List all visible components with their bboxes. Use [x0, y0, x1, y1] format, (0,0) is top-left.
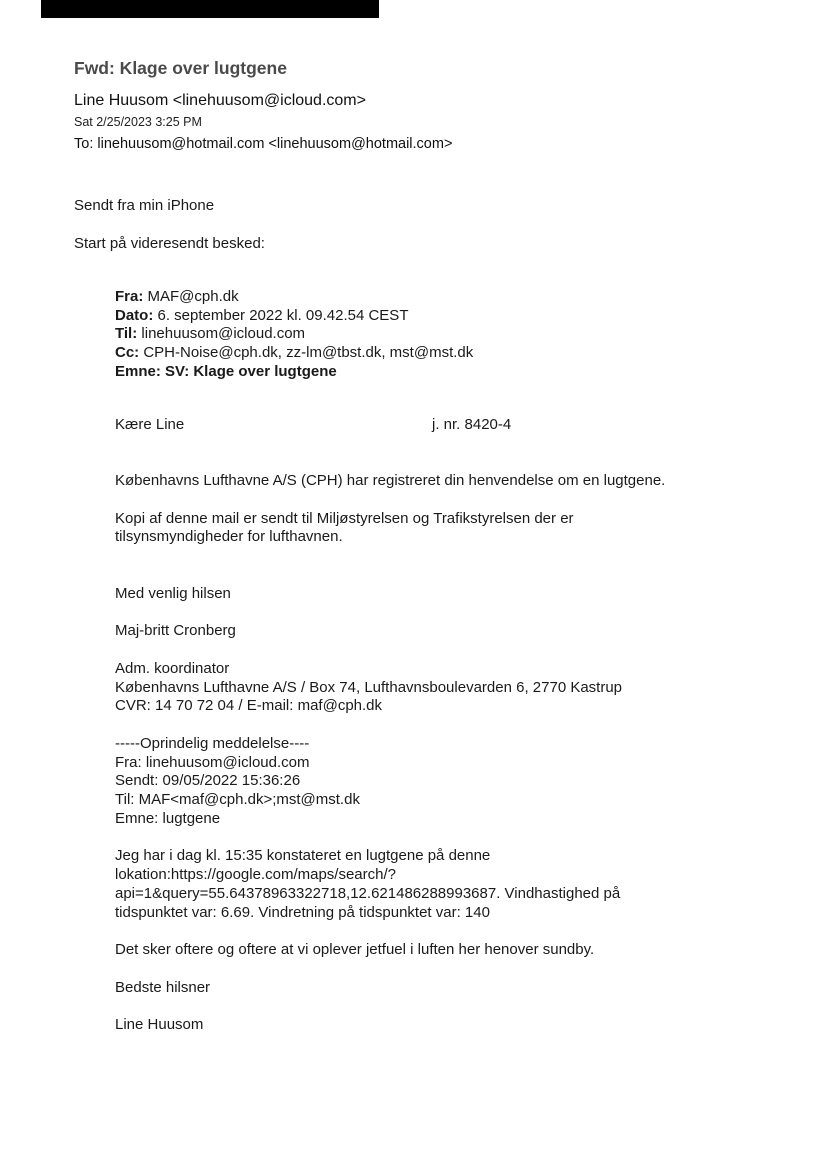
reply-signature-cvr: CVR: 14 70 72 04 / E-mail: maf@cph.dk	[115, 697, 383, 714]
reply-line-2b: tilsynsmyndigheder for lufthavnen.	[115, 528, 343, 545]
email-subject: Fwd: Klage over lugtgene	[74, 58, 287, 78]
original-sign-name: Line Huusom	[115, 1016, 204, 1033]
original-subject: Emne: lugtgene	[115, 810, 221, 827]
fwd-from-row	[115, 287, 239, 306]
original-from: Fra: linehuusom@icloud.com	[115, 754, 310, 771]
reply-greeting: Kære Line	[115, 416, 185, 433]
fwd-from-label: Fra:	[115, 288, 144, 305]
forward-intro: Start på videresendt besked:	[74, 235, 265, 252]
original-message-line-3: api=1&query=55.64378963322718,12.621486288993687. Vindhastighed på	[115, 885, 621, 902]
fwd-cc-label: Cc:	[115, 344, 140, 361]
fwd-date-row	[115, 306, 408, 325]
fwd-date-label: Dato:	[115, 307, 154, 324]
reply-line-1: Københavns Lufthavne A/S (CPH) har registreret din henvendelse om en lugtgene.	[115, 472, 666, 489]
email-recipient: To: linehuusom@hotmail.com <linehuusom@hotmail.com>	[74, 136, 453, 152]
reply-closing: Med venlig hilsen	[115, 585, 231, 602]
fwd-cc-value: CPH-Noise@cph.dk, zz-lm@tbst.dk, mst@mst.dk	[143, 344, 474, 361]
email-sender: Line Huusom <linehuusom@icloud.com>	[74, 92, 366, 109]
fwd-cc-row	[115, 343, 473, 362]
original-message-line-1: Jeg har i dag kl. 15:35 konstateret en lugtgene på denne	[115, 847, 491, 864]
fwd-to-value: linehuusom@icloud.com	[141, 325, 306, 342]
reply-signature-name: Maj-britt Cronberg	[115, 622, 236, 639]
fwd-date-value: 6. september 2022 kl. 09.42.54 CEST	[157, 307, 409, 324]
original-to: Til: MAF<maf@cph.dk>;mst@mst.dk	[115, 791, 360, 808]
journal-number: j. nr. 8420-4	[432, 416, 512, 433]
email-date: Sat 2/25/2023 3:25 PM	[74, 115, 202, 129]
original-message-line-4: tidspunktet var: 6.69. Vindretning på tidspunktet var: 140	[115, 904, 490, 921]
original-sent: Sendt: 09/05/2022 15:36:26	[115, 772, 301, 789]
original-message-line-2: lokation:https://google.com/maps/search/?	[115, 866, 396, 883]
redaction-bar	[41, 0, 379, 18]
reply-line-2a: Kopi af denne mail er sendt til Miljøstyrelsen og Trafikstyrelsen der er	[115, 510, 574, 527]
original-message-line-5: Det sker oftere og oftere at vi oplever jetfuel i luften her henover sundby.	[115, 941, 595, 958]
fwd-to-row	[115, 324, 305, 343]
fwd-subject: Emne: SV: Klage over lugtgene	[115, 363, 337, 380]
reply-signature-title: Adm. koordinator	[115, 660, 230, 677]
original-sign-off: Bedste hilsner	[115, 979, 211, 996]
original-divider: -----Oprindelig meddelelse----	[115, 735, 310, 752]
sent-from-line: Sendt fra min iPhone	[74, 197, 215, 214]
reply-signature-address: Københavns Lufthavne A/S / Box 74, Lufthavnsboulevarden 6, 2770 Kastrup	[115, 679, 623, 696]
fwd-to-label: Til:	[115, 325, 138, 342]
fwd-from-value: MAF@cph.dk	[147, 288, 239, 305]
